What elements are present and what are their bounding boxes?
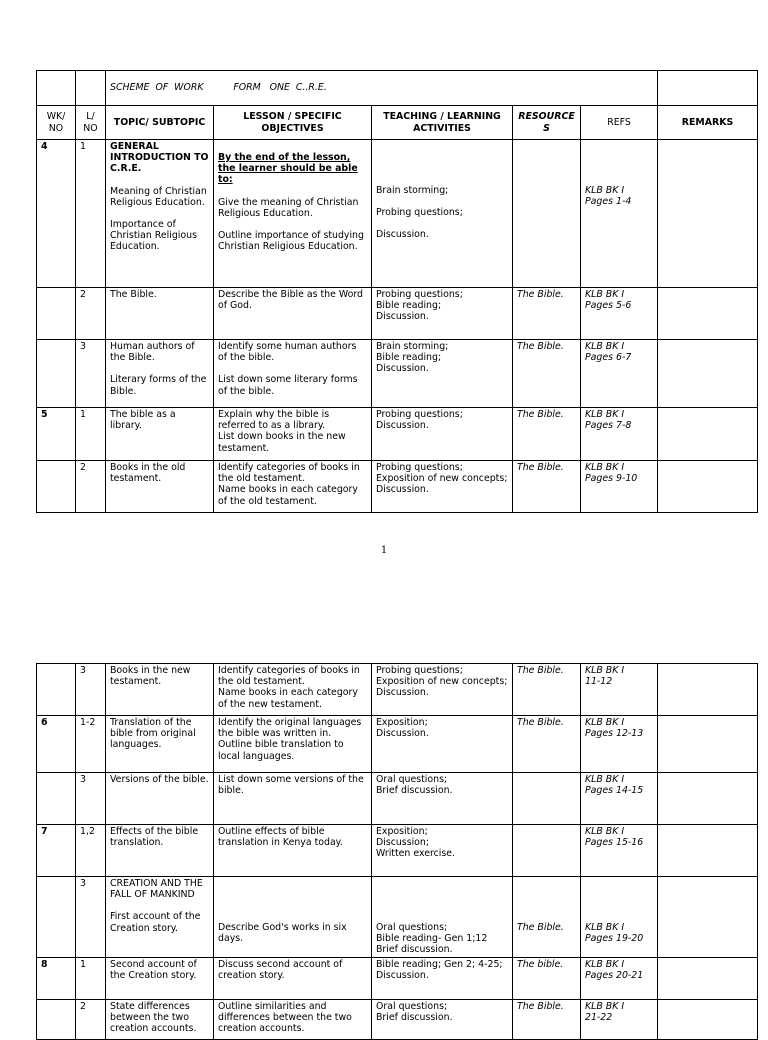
refs-cell: KLB BK I 11-12 <box>581 664 658 716</box>
resources-cell <box>513 140 581 288</box>
refs-cell: KLB BK I Pages 6-7 <box>581 340 658 408</box>
lesson-cell: 1,2 <box>76 825 106 877</box>
refs-cell: KLB BK I Pages 5-6 <box>581 288 658 340</box>
header-objectives: LESSON / SPECIFIC OBJECTIVES <box>214 106 372 140</box>
objectives-cell: List down some versions of the bible. <box>214 773 372 825</box>
objectives-cell: Outline similarities and differences between the two creation accounts. <box>214 999 372 1039</box>
week-cell: 4 <box>37 140 76 288</box>
refs-cell: KLB BK I Pages 20-21 <box>581 957 658 999</box>
objectives-cell: By the end of the lesson, the learner should be able to: Give the meaning of Christian Religious Education. Outline importance of studying Christian Religious Education. <box>214 140 372 288</box>
activities-cell: Probing questions; Discussion. <box>372 408 513 461</box>
refs-cell: KLB BK I Pages 1-4 <box>581 140 658 288</box>
remarks-cell <box>658 999 758 1039</box>
refs-cell: KLB BK I 21-22 <box>581 999 658 1039</box>
resources-cell: The Bible. <box>513 716 581 773</box>
activities-cell: Brain storming; Probing questions; Discussion. <box>372 140 513 288</box>
remarks-cell <box>658 877 758 958</box>
activities-cell: Bible reading; Gen 2; 4-25; Discussion. <box>372 957 513 999</box>
refs-cell: KLB BK I Pages 19-20 <box>581 877 658 958</box>
refs-cell: KLB BK I Pages 15-16 <box>581 825 658 877</box>
week-cell: 8 <box>37 957 76 999</box>
week-cell: 6 <box>37 716 76 773</box>
resources-cell: The Bible. <box>513 408 581 461</box>
week-cell <box>37 664 76 716</box>
header-activities: TEACHING / LEARNING ACTIVITIES <box>372 106 513 140</box>
remarks-cell <box>658 408 758 461</box>
lesson-cell: 2 <box>76 461 106 513</box>
week-cell <box>37 340 76 408</box>
week-cell: 5 <box>37 408 76 461</box>
header-wk: WK/ NO <box>37 106 76 140</box>
resources-cell <box>513 773 581 825</box>
objectives-cell: Identify some human authors of the bible. List down some literary forms of the bible. <box>214 340 372 408</box>
topic-cell: State differences between the two creation accounts. <box>106 999 214 1039</box>
remarks-cell <box>658 140 758 288</box>
week-cell: 7 <box>37 825 76 877</box>
lesson-cell: 1 <box>76 140 106 288</box>
activities-cell: Oral questions; Brief discussion. <box>372 773 513 825</box>
title-row <box>37 71 758 106</box>
document-title: SCHEME OF WORK FORM ONE C..R.E. <box>106 71 658 106</box>
remarks-cell <box>658 957 758 999</box>
topic-cell: Human authors of the Bible. Literary forms of the Bible. <box>106 340 214 408</box>
resources-cell: The Bible. <box>513 288 581 340</box>
refs-cell: KLB BK I Pages 7-8 <box>581 408 658 461</box>
remarks-cell <box>658 340 758 408</box>
activities-cell: Probing questions; Exposition of new concepts; Discussion. <box>372 461 513 513</box>
table-row <box>37 999 758 1039</box>
refs-cell: KLB BK I Pages 12-13 <box>581 716 658 773</box>
header-topic: TOPIC/ SUBTOPIC <box>106 106 214 140</box>
resources-cell <box>513 825 581 877</box>
activities-cell: Probing questions; Exposition of new concepts; Discussion. <box>372 664 513 716</box>
table-row <box>37 957 758 999</box>
objectives-cell: Discuss second account of creation story. <box>214 957 372 999</box>
header-row <box>37 106 758 140</box>
table-row <box>37 877 758 958</box>
topic-cell: Books in the old testament. <box>106 461 214 513</box>
week-cell <box>37 877 76 958</box>
activities-cell: Oral questions; Bible reading- Gen 1;12 Brief discussion. <box>372 877 513 958</box>
lesson-cell: 2 <box>76 999 106 1039</box>
header-lesson-no: L/ NO <box>76 106 106 140</box>
activities-cell: Oral questions; Brief discussion. <box>372 999 513 1039</box>
resources-cell: The Bible. <box>513 877 581 958</box>
topic-cell: GENERAL INTRODUCTION TO C.R.E. Meaning of Christian Religious Education. Importance of Christian Religious Education. <box>106 140 214 288</box>
activities-cell: Brain storming; Bible reading; Discussion. <box>372 340 513 408</box>
table-row <box>37 716 758 773</box>
remarks-cell <box>658 773 758 825</box>
topic-cell: Versions of the bible. <box>106 773 214 825</box>
lesson-cell: 3 <box>76 773 106 825</box>
lesson-cell: 1 <box>76 408 106 461</box>
remarks-cell <box>658 461 758 513</box>
topic-cell: The Bible. <box>106 288 214 340</box>
remarks-cell <box>658 825 758 877</box>
activities-cell: Probing questions; Bible reading; Discussion. <box>372 288 513 340</box>
topic-cell: Second account of the Creation story. <box>106 957 214 999</box>
resources-cell: The bible. <box>513 957 581 999</box>
lesson-cell: 1 <box>76 957 106 999</box>
week-cell <box>37 288 76 340</box>
scheme-table-page-2 <box>36 663 758 1040</box>
week-cell <box>37 999 76 1039</box>
activities-cell: Exposition; Discussion. <box>372 716 513 773</box>
lesson-cell: 1-2 <box>76 716 106 773</box>
refs-cell: KLB BK I Pages 14-15 <box>581 773 658 825</box>
objectives-cell: Identify categories of books in the old testament. Name books in each category of the old testament. <box>214 461 372 513</box>
topic-cell: CREATION AND THE FALL OF MANKIND First account of the Creation story. <box>106 877 214 958</box>
table-row <box>37 288 758 340</box>
table-row <box>37 773 758 825</box>
page-number: 1 <box>380 545 388 556</box>
table-row <box>37 461 758 513</box>
objectives-cell: Identify categories of books in the old testament. Name books in each category of the new testament. <box>214 664 372 716</box>
table-row <box>37 408 758 461</box>
topic-cell: Books in the new testament. <box>106 664 214 716</box>
activities-cell: Exposition; Discussion; Written exercise. <box>372 825 513 877</box>
header-refs: REFS <box>581 106 658 140</box>
objectives-cell: Describe God's works in six days. <box>214 877 372 958</box>
lesson-cell: 3 <box>76 877 106 958</box>
scheme-table-page-1 <box>36 70 758 513</box>
header-resources: RESOURCE S <box>513 106 581 140</box>
objectives-cell: Identify the original languages the bible was written in. Outline bible translation to local languages. <box>214 716 372 773</box>
table-row <box>37 825 758 877</box>
topic-cell: Effects of the bible translation. <box>106 825 214 877</box>
topic-cell: The bible as a library. <box>106 408 214 461</box>
resources-cell: The Bible. <box>513 664 581 716</box>
remarks-cell <box>658 288 758 340</box>
lesson-cell: 3 <box>76 340 106 408</box>
objectives-cell: Describe the Bible as the Word of God. <box>214 288 372 340</box>
table-row <box>37 340 758 408</box>
week-cell <box>37 461 76 513</box>
refs-cell: KLB BK I Pages 9-10 <box>581 461 658 513</box>
remarks-cell <box>658 664 758 716</box>
lesson-cell: 2 <box>76 288 106 340</box>
topic-cell: Translation of the bible from original languages. <box>106 716 214 773</box>
header-remarks: REMARKS <box>658 106 758 140</box>
objectives-cell: Explain why the bible is referred to as a library. List down books in the new testament. <box>214 408 372 461</box>
lesson-cell: 3 <box>76 664 106 716</box>
resources-cell: The Bible. <box>513 999 581 1039</box>
week-cell <box>37 773 76 825</box>
remarks-cell <box>658 716 758 773</box>
objectives-cell: Outline effects of bible translation in Kenya today. <box>214 825 372 877</box>
resources-cell: The Bible. <box>513 461 581 513</box>
table-row <box>37 664 758 716</box>
resources-cell: The Bible. <box>513 340 581 408</box>
table-row <box>37 140 758 288</box>
